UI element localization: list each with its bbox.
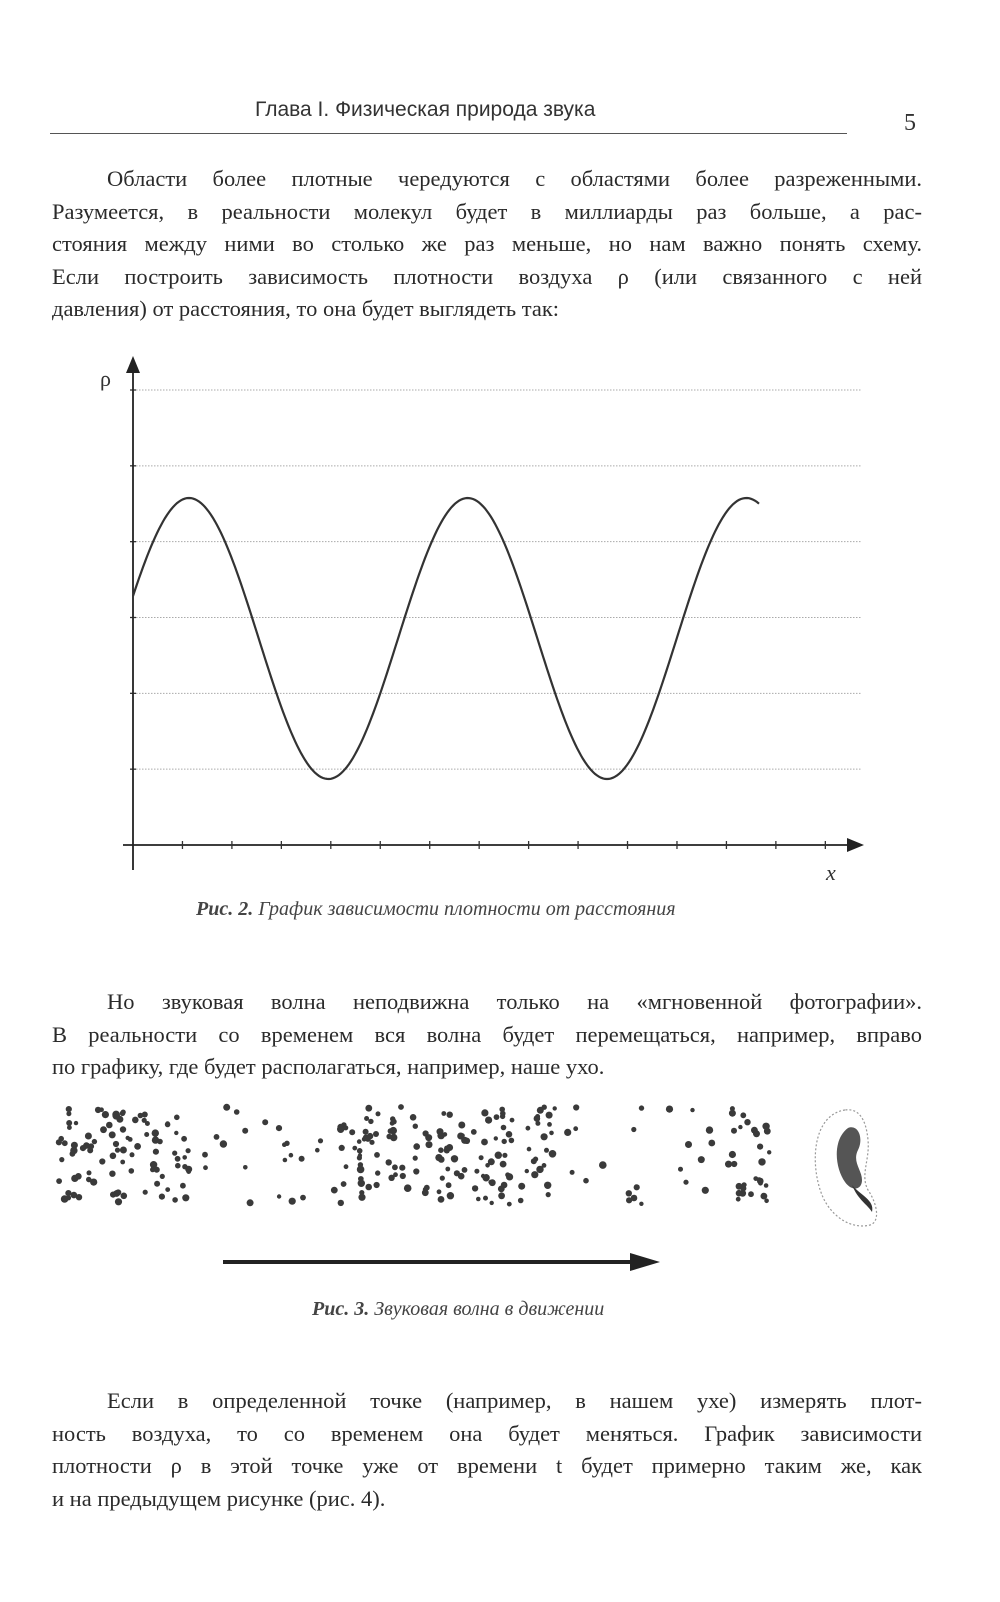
molecule-dot bbox=[518, 1183, 525, 1190]
molecule-dot bbox=[549, 1150, 557, 1158]
molecule-dot bbox=[349, 1129, 355, 1135]
molecule-dot bbox=[483, 1196, 488, 1201]
molecule-dot bbox=[573, 1104, 579, 1110]
paragraph-line: В реальности со временем вся волна будет перемещаться, например, вправо bbox=[52, 1021, 922, 1047]
molecule-dot bbox=[71, 1175, 78, 1182]
molecule-dot bbox=[109, 1131, 116, 1138]
molecule-dot bbox=[358, 1194, 365, 1201]
molecule-dot bbox=[474, 1169, 479, 1174]
molecule-dot bbox=[120, 1160, 125, 1165]
molecule-dot bbox=[398, 1104, 404, 1110]
molecule-dot bbox=[276, 1125, 282, 1131]
molecule-dot bbox=[570, 1170, 575, 1175]
molecule-dot bbox=[145, 1121, 150, 1126]
molecule-dot bbox=[639, 1105, 644, 1110]
paragraph-line: по графику, где будет располагаться, например, наше ухо. bbox=[52, 1054, 605, 1079]
molecule-dot bbox=[534, 1115, 541, 1122]
y-axis-label: ρ bbox=[100, 366, 111, 391]
molecule-dot bbox=[690, 1108, 694, 1112]
molecule-dot bbox=[369, 1140, 374, 1145]
molecule-dot bbox=[413, 1168, 419, 1174]
molecule-dot bbox=[115, 1148, 120, 1153]
molecule-dot bbox=[740, 1112, 746, 1118]
molecule-dot bbox=[277, 1194, 281, 1198]
molecule-dot bbox=[315, 1148, 320, 1153]
motion-arrow-head bbox=[630, 1253, 660, 1271]
molecule-dot bbox=[365, 1184, 372, 1191]
molecule-dot bbox=[731, 1161, 737, 1167]
molecule-dot bbox=[364, 1116, 369, 1121]
figure-3-text: Звуковая волна в движении bbox=[374, 1298, 605, 1320]
molecule-dot bbox=[685, 1141, 692, 1148]
molecule-dot bbox=[373, 1131, 379, 1137]
paragraph-line: Но звуковая волна неподвижна только на «мгновенной фотографии». bbox=[107, 989, 922, 1014]
molecule-dot bbox=[393, 1172, 398, 1177]
molecule-dot bbox=[678, 1167, 683, 1172]
molecule-dot bbox=[357, 1148, 363, 1154]
molecule-dot bbox=[331, 1187, 338, 1194]
molecule-dot bbox=[424, 1185, 430, 1191]
molecule-dot bbox=[66, 1195, 71, 1200]
molecule-dot bbox=[262, 1119, 268, 1125]
ear-icon bbox=[815, 1110, 876, 1226]
molecule-dot bbox=[186, 1169, 191, 1174]
molecule-dot bbox=[541, 1133, 548, 1140]
molecule-dot bbox=[738, 1125, 742, 1129]
molecule-dot bbox=[113, 1141, 119, 1147]
molecule-dot bbox=[494, 1114, 500, 1120]
molecule-dot bbox=[110, 1192, 116, 1198]
molecule-dot bbox=[374, 1182, 380, 1188]
molecule-dot bbox=[502, 1139, 507, 1144]
molecule-dot bbox=[386, 1159, 392, 1165]
molecule-dot bbox=[494, 1136, 498, 1140]
molecule-dot bbox=[87, 1170, 92, 1175]
molecule-dot bbox=[56, 1139, 62, 1145]
molecule-dot bbox=[283, 1158, 288, 1163]
molecule-dot bbox=[138, 1113, 144, 1119]
molecule-dot bbox=[160, 1174, 165, 1179]
molecule-dot bbox=[153, 1149, 159, 1155]
molecule-dot bbox=[506, 1131, 513, 1138]
molecule-dot bbox=[553, 1106, 557, 1110]
molecule-dot bbox=[357, 1139, 362, 1144]
molecule-dot bbox=[99, 1158, 105, 1164]
molecule-dot bbox=[441, 1111, 446, 1116]
molecule-dot bbox=[76, 1194, 82, 1200]
paragraph-line: и на предыдущем рисунке (рис. 4). bbox=[52, 1485, 386, 1511]
molecule-dot bbox=[109, 1171, 115, 1177]
molecule-dot bbox=[471, 1129, 477, 1135]
molecule-band bbox=[725, 1106, 771, 1203]
molecule-dot bbox=[764, 1183, 769, 1188]
chapter-header: Глава I. Физическая природа звука bbox=[255, 98, 596, 121]
molecule-dot bbox=[485, 1117, 492, 1124]
molecule-dot bbox=[410, 1114, 417, 1121]
molecule-dot bbox=[445, 1167, 450, 1172]
molecule-dot bbox=[400, 1173, 406, 1179]
molecule-dot bbox=[476, 1197, 481, 1202]
molecule-dot bbox=[74, 1121, 78, 1125]
molecule-band bbox=[202, 1104, 338, 1207]
molecule-dot bbox=[172, 1197, 178, 1203]
molecule-dot bbox=[472, 1185, 478, 1191]
molecule-dot bbox=[438, 1196, 445, 1203]
molecule-dot bbox=[374, 1152, 380, 1158]
molecule-dot bbox=[92, 1139, 97, 1144]
molecule-dot bbox=[481, 1139, 488, 1146]
molecule-dot bbox=[363, 1129, 369, 1135]
molecule-band bbox=[56, 1106, 192, 1205]
molecule-dot bbox=[85, 1133, 92, 1140]
paragraph-line: ность воздуха, то со временем она будет меняться. График зависимости bbox=[52, 1420, 922, 1446]
molecule-dot bbox=[144, 1132, 149, 1137]
molecule-dot bbox=[220, 1140, 227, 1147]
molecule-dot bbox=[86, 1177, 91, 1182]
molecule-dot bbox=[495, 1152, 502, 1159]
molecule-dot bbox=[458, 1122, 465, 1129]
paragraph-line: Области более плотные чередуются с областями более разреженными. bbox=[107, 166, 922, 191]
molecule-dot bbox=[399, 1165, 405, 1171]
molecule-dot bbox=[66, 1120, 72, 1126]
molecule-dot bbox=[706, 1126, 713, 1133]
molecule-dot bbox=[289, 1153, 294, 1158]
molecule-dot bbox=[731, 1128, 737, 1134]
molecule-dot bbox=[391, 1119, 397, 1125]
molecule-dot bbox=[172, 1151, 177, 1156]
molecule-dot bbox=[337, 1126, 344, 1133]
molecule-dot bbox=[357, 1166, 365, 1174]
molecule-dot bbox=[426, 1141, 433, 1148]
molecule-dot bbox=[518, 1198, 524, 1204]
paragraph-line: Если построить зависимость плотности воздуха ρ (или связанного с ней bbox=[52, 263, 922, 289]
molecule-dot bbox=[67, 1125, 72, 1130]
molecule-dot bbox=[757, 1144, 763, 1150]
molecule-dot bbox=[762, 1123, 769, 1130]
paragraph-line: Если в определенной точке (например, в нашем ухе) измерять плот- bbox=[107, 1388, 922, 1413]
molecule-dot bbox=[180, 1183, 186, 1189]
molecule-dot bbox=[202, 1152, 208, 1158]
molecule-dot bbox=[56, 1178, 62, 1184]
figure-2-text: График зависимости плотности от расстояния bbox=[258, 898, 676, 920]
molecule-dot bbox=[438, 1147, 444, 1153]
molecule-dot bbox=[129, 1168, 135, 1174]
molecule-dot bbox=[479, 1155, 484, 1160]
molecule-dot bbox=[751, 1127, 758, 1134]
molecule-dot bbox=[121, 1193, 128, 1200]
paragraph-line: плотности ρ в этой точке уже от времени t будет примерно таким же, как bbox=[52, 1453, 922, 1478]
molecule-dot bbox=[106, 1122, 113, 1129]
molecule-dot bbox=[446, 1144, 453, 1151]
molecule-dot bbox=[344, 1164, 349, 1169]
molecule-dot bbox=[729, 1151, 736, 1158]
molecule-dot bbox=[150, 1161, 157, 1168]
molecule-dot bbox=[186, 1148, 191, 1153]
molecule-dot bbox=[203, 1165, 208, 1170]
molecule-dot bbox=[744, 1119, 750, 1125]
paragraph-line: Разумеется, в реальности молекул будет в миллиарды раз больше, а рас- bbox=[52, 198, 922, 224]
molecule-dot bbox=[485, 1163, 490, 1168]
molecule-dot bbox=[531, 1171, 538, 1178]
molecule-dot bbox=[299, 1156, 305, 1162]
molecule-dot bbox=[143, 1190, 148, 1195]
molecule-dot bbox=[537, 1107, 544, 1114]
molecule-dot bbox=[447, 1112, 453, 1118]
molecule-dot bbox=[698, 1156, 705, 1163]
molecule-dot bbox=[368, 1119, 373, 1124]
molecule-dot bbox=[501, 1125, 507, 1131]
molecule-dot bbox=[182, 1194, 189, 1201]
molecule-dot bbox=[447, 1192, 454, 1199]
molecule-dot bbox=[132, 1117, 139, 1124]
molecule-dot bbox=[489, 1179, 496, 1186]
molecule-dot bbox=[175, 1163, 181, 1169]
paragraph-line: стояния между ними во столько же раз меньше, но нам важно понять схему. bbox=[52, 231, 922, 256]
molecule-dot bbox=[460, 1133, 465, 1138]
molecule-dot bbox=[446, 1182, 452, 1188]
molecule-dot bbox=[729, 1110, 736, 1117]
molecule-dot bbox=[62, 1140, 68, 1146]
molecule-dot bbox=[599, 1161, 607, 1169]
molecule-dot bbox=[736, 1190, 743, 1197]
molecule-dot bbox=[501, 1182, 508, 1189]
molecule-dot bbox=[510, 1118, 515, 1123]
page-number: 5 bbox=[904, 110, 916, 136]
molecule-dot bbox=[338, 1200, 344, 1206]
molecule-dot bbox=[423, 1130, 429, 1136]
molecule-dot bbox=[758, 1158, 765, 1165]
molecule-dot bbox=[120, 1126, 126, 1132]
molecule-dot bbox=[546, 1112, 553, 1119]
molecule-dot bbox=[531, 1158, 537, 1164]
molecule-dot bbox=[376, 1111, 381, 1116]
molecule-dot bbox=[365, 1105, 372, 1112]
molecule-dot bbox=[626, 1190, 632, 1196]
molecule-dot bbox=[573, 1126, 578, 1131]
molecule-dot bbox=[544, 1182, 551, 1189]
molecule-dot bbox=[388, 1128, 394, 1134]
molecule-dot bbox=[740, 1185, 746, 1191]
molecule-dot bbox=[367, 1133, 373, 1139]
molecule-dot bbox=[666, 1106, 673, 1113]
molecule-dot bbox=[152, 1136, 159, 1143]
figure-2-label: Рис. 2. bbox=[196, 898, 254, 920]
molecule-dot bbox=[547, 1122, 552, 1127]
molecule-dot bbox=[181, 1136, 187, 1142]
molecule-dot bbox=[115, 1198, 122, 1205]
molecule-dot bbox=[413, 1124, 418, 1129]
molecule-dot bbox=[702, 1187, 709, 1194]
molecule-dot bbox=[440, 1176, 445, 1181]
molecule-dot bbox=[748, 1191, 754, 1197]
molecule-dot bbox=[564, 1129, 571, 1136]
molecule-dot bbox=[393, 1165, 398, 1170]
molecule-dot bbox=[100, 1126, 107, 1133]
molecule-dot bbox=[120, 1147, 127, 1154]
molecule-dot bbox=[289, 1198, 296, 1205]
molecule-band bbox=[564, 1104, 715, 1206]
molecule-dot bbox=[507, 1202, 512, 1207]
molecule-dot bbox=[525, 1169, 529, 1173]
molecule-dot bbox=[634, 1184, 640, 1190]
molecule-dot bbox=[506, 1173, 513, 1180]
molecule-dot bbox=[152, 1129, 159, 1136]
molecule-dot bbox=[498, 1192, 505, 1199]
figure-3-caption bbox=[312, 1298, 604, 1321]
paragraph-line: давления) от расстояния, то она будет выглядеть так: bbox=[52, 296, 559, 321]
figure-3-label: Рис. 3. bbox=[312, 1298, 370, 1320]
molecule-dot bbox=[546, 1192, 551, 1197]
molecule-dot bbox=[341, 1182, 345, 1186]
molecule-dot bbox=[59, 1157, 64, 1162]
molecule-dot bbox=[134, 1143, 141, 1150]
molecule-dot bbox=[544, 1148, 549, 1153]
molecule-dot bbox=[223, 1104, 230, 1111]
molecule-dot bbox=[343, 1125, 348, 1130]
molecule-dot bbox=[375, 1170, 380, 1175]
molecule-dot bbox=[451, 1155, 458, 1162]
molecule-dot bbox=[165, 1187, 170, 1192]
molecule-dot bbox=[358, 1180, 365, 1187]
molecule-dot bbox=[443, 1132, 448, 1137]
molecule-dot bbox=[502, 1153, 507, 1158]
molecule-dot bbox=[462, 1167, 468, 1173]
molecule-dot bbox=[110, 1153, 117, 1160]
molecule-dot bbox=[499, 1107, 505, 1113]
ear-lobe-shade bbox=[852, 1185, 872, 1212]
molecule-dot bbox=[736, 1197, 741, 1202]
molecule-dot bbox=[526, 1126, 531, 1131]
molecule-dot bbox=[182, 1164, 187, 1169]
molecule-dot bbox=[126, 1136, 130, 1140]
molecule-dot bbox=[626, 1197, 632, 1203]
x-axis-label: x bbox=[826, 860, 836, 885]
molecule-dot bbox=[242, 1128, 248, 1134]
molecule-dot bbox=[413, 1156, 418, 1161]
molecule-dot bbox=[758, 1181, 763, 1186]
molecule-dot bbox=[99, 1107, 104, 1112]
molecule-dot bbox=[390, 1134, 397, 1141]
molecule-dot bbox=[482, 1174, 489, 1181]
molecule-dot bbox=[66, 1111, 71, 1116]
molecule-dot bbox=[481, 1109, 488, 1116]
molecule-dot bbox=[352, 1146, 357, 1151]
molecule-band bbox=[337, 1104, 557, 1206]
molecule-dot bbox=[767, 1150, 771, 1154]
molecule-dot bbox=[358, 1153, 362, 1157]
molecule-dot bbox=[339, 1145, 345, 1151]
paragraph-3 bbox=[52, 1385, 922, 1515]
molecule-dot bbox=[683, 1180, 688, 1185]
molecule-dot bbox=[182, 1155, 187, 1160]
molecule-dot bbox=[174, 1131, 178, 1135]
molecule-dot bbox=[247, 1199, 254, 1206]
molecule-dot bbox=[102, 1111, 109, 1118]
molecule-dot bbox=[490, 1201, 494, 1205]
molecule-dot bbox=[85, 1143, 90, 1148]
molecule-dot bbox=[527, 1147, 532, 1152]
molecule-dot bbox=[174, 1115, 180, 1121]
molecule-dot bbox=[165, 1122, 171, 1128]
molecule-dot bbox=[500, 1114, 505, 1119]
molecule-dot bbox=[71, 1142, 78, 1149]
molecule-dot bbox=[639, 1202, 643, 1206]
molecule-dot bbox=[175, 1156, 181, 1162]
molecule-dot bbox=[413, 1143, 420, 1150]
molecule-dot bbox=[536, 1166, 543, 1173]
molecule-dot bbox=[112, 1111, 120, 1119]
molecule-dot bbox=[500, 1161, 507, 1168]
molecule-dot bbox=[753, 1176, 758, 1181]
molecule-dot bbox=[549, 1131, 554, 1136]
molecule-dot bbox=[284, 1141, 289, 1146]
molecule-dot bbox=[583, 1178, 589, 1184]
molecule-dot bbox=[437, 1189, 442, 1194]
molecule-dot bbox=[300, 1195, 306, 1201]
molecule-dot bbox=[159, 1194, 165, 1200]
molecule-dot bbox=[631, 1127, 636, 1132]
molecule-dot bbox=[708, 1140, 715, 1147]
molecule-dot bbox=[120, 1111, 126, 1117]
molecule-dot bbox=[509, 1138, 515, 1144]
molecule-dot bbox=[234, 1109, 240, 1115]
molecule-dot bbox=[318, 1138, 323, 1143]
molecule-dot bbox=[243, 1165, 248, 1170]
molecule-dot bbox=[761, 1193, 768, 1200]
molecule-dot bbox=[438, 1156, 445, 1163]
molecule-dot bbox=[70, 1151, 76, 1157]
molecule-dot bbox=[154, 1181, 160, 1187]
molecule-dot bbox=[214, 1134, 220, 1140]
ear-inner bbox=[837, 1127, 862, 1188]
molecule-dot bbox=[454, 1170, 460, 1176]
molecule-dot bbox=[130, 1152, 135, 1157]
molecule-dot bbox=[725, 1161, 732, 1168]
molecule-dot bbox=[404, 1184, 412, 1192]
